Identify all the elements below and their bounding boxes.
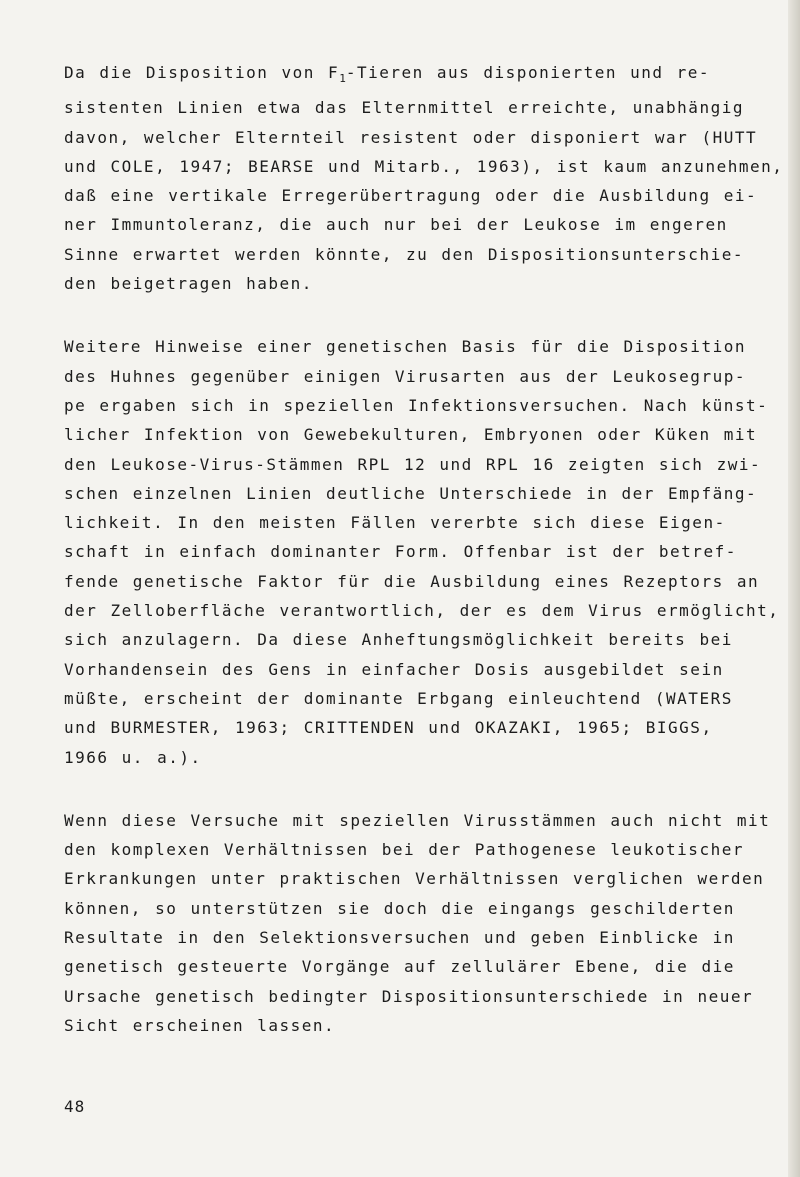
text-line: des Huhnes gegenüber einigen Virusarten aus der Leukosegrup- bbox=[64, 366, 746, 386]
text-line: 1966 u. a.). bbox=[64, 747, 202, 767]
subscript: 1 bbox=[339, 72, 346, 85]
text-line: schaft in einfach dominanter Form. Offenbar ist der betref- bbox=[64, 542, 737, 562]
page-body bbox=[64, 58, 784, 1074]
text-line: lichkeit. In den meisten Fällen vererbte sich diese Eigen- bbox=[64, 513, 726, 533]
text-line: sich anzulagern. Da diese Anheftungsmöglichkeit bereits bei bbox=[64, 630, 733, 650]
text-line-end: -Tieren aus disponierten und re- bbox=[345, 63, 711, 82]
text-line: Weitere Hinweise einer genetischen Basis für die Disposition bbox=[64, 337, 746, 357]
text-line: pe ergaben sich in speziellen Infektionsversuchen. Nach künst- bbox=[64, 395, 769, 415]
page-number: 48 bbox=[64, 1097, 86, 1116]
text-line: und COLE, 1947; BEARSE und Mitarb., 1963), ist kaum anzunehmen, bbox=[64, 156, 784, 176]
text-line: licher Infektion von Gewebekulturen, Embryonen oder Küken mit bbox=[64, 425, 758, 445]
text-line: davon, welcher Elternteil resistent oder disponiert war (HUTT bbox=[64, 127, 758, 147]
text-line: müßte, erscheint der dominante Erbgang einleuchtend (WATERS bbox=[64, 688, 733, 708]
paragraph-2 bbox=[64, 332, 780, 771]
text-line: können, so unterstützen sie doch die eingangs geschilderten bbox=[64, 898, 735, 918]
text-line: und BURMESTER, 1963; CRITTENDEN und OKAZAKI, 1965; BIGGS, bbox=[64, 718, 713, 738]
paragraph-1 bbox=[64, 58, 784, 298]
text-line: Ursache genetisch bedingter Dispositionsunterschiede in neuer bbox=[64, 986, 754, 1006]
text-line-start: Da die Disposition von F bbox=[64, 63, 340, 82]
text-line: schen einzelnen Linien deutliche Unterschiede in der Empfäng- bbox=[64, 483, 758, 503]
text-line: Sinne erwartet werden könnte, zu den Dispositionsunterschie- bbox=[64, 244, 744, 264]
text-line: der Zelloberfläche verantwortlich, der es dem Virus ermöglicht, bbox=[64, 601, 780, 621]
page-edge-shadow bbox=[788, 0, 800, 1177]
text-line: Erkrankungen unter praktischen Verhältnissen verglichen werden bbox=[64, 869, 765, 889]
text-line: sistenten Linien etwa das Elternmittel erreichte, unabhängig bbox=[64, 98, 744, 118]
text-line: fende genetische Faktor für die Ausbildung eines Rezeptors an bbox=[64, 571, 760, 591]
text-line: genetisch gesteuerte Vorgänge auf zellulärer Ebene, die die bbox=[64, 957, 735, 977]
text-line: den komplexen Verhältnissen bei der Pathogenese leukotischer bbox=[64, 840, 744, 860]
text-line bbox=[64, 58, 774, 93]
paragraph-3 bbox=[64, 806, 774, 1040]
text-line: Sicht erscheinen lassen. bbox=[64, 1015, 336, 1035]
text-line: den Leukose-Virus-Stämmen RPL 12 und RPL 16 zeigten sich zwi- bbox=[64, 454, 762, 474]
text-line: Vorhandensein des Gens in einfacher Dosis ausgebildet sein bbox=[64, 659, 724, 679]
text-line: Resultate in den Selektionsversuchen und geben Einblicke in bbox=[64, 928, 735, 948]
text-line: Wenn diese Versuche mit speziellen Virusstämmen auch nicht mit bbox=[64, 810, 771, 830]
text-line: daß eine vertikale Erregerübertragung oder die Ausbildung ei- bbox=[64, 186, 758, 206]
text-line: ner Immuntoleranz, die auch nur bei der Leukose im engeren bbox=[64, 215, 728, 235]
text-line: den beigetragen haben. bbox=[64, 274, 313, 294]
